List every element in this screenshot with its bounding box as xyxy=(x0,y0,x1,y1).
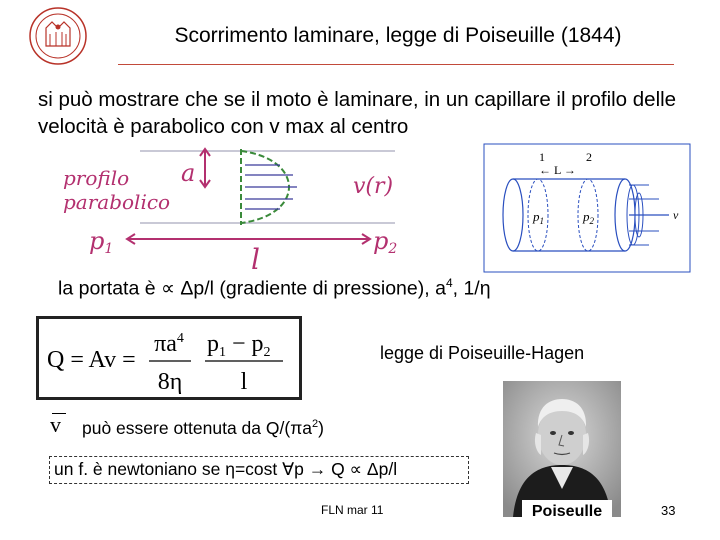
tube-pressure-p2: $p_2$ xyxy=(583,209,594,226)
formula-num1: $\pi a^4$ xyxy=(154,331,184,357)
page-number: 33 xyxy=(661,503,676,518)
title-divider xyxy=(118,64,674,65)
mean-velocity-text: può essere ottenuta da $Q/(\pi a^2)$ xyxy=(82,418,324,438)
poiseuille-portrait xyxy=(503,381,621,517)
mean-velocity-symbol: v xyxy=(50,412,61,437)
tube-point-2: 2 xyxy=(586,150,592,164)
newtonian-note: un f. è newtoniano se η=cost ∀p → Q ∝ Δp/l xyxy=(54,459,398,479)
law-name-label: legge di Poiseuille-Hagen xyxy=(380,343,585,363)
tube-length-L: ← L → xyxy=(539,163,576,177)
handwritten-p2: p2 xyxy=(373,227,398,257)
formula-den2: l xyxy=(240,369,248,395)
university-seal-logo xyxy=(22,6,102,66)
handwritten-parabolico: parabolico xyxy=(63,190,171,214)
portrait-caption: Poiseulle xyxy=(522,500,612,522)
velocity-profile-sketch xyxy=(55,145,400,275)
mean-velocity-bar xyxy=(52,413,66,414)
poiseuille-formula xyxy=(39,319,299,397)
handwritten-p1: p1 xyxy=(89,227,114,257)
poiseuille-formula-box xyxy=(36,316,302,400)
handwritten-profilo: profilo xyxy=(63,166,130,190)
capillary-tube-diagram xyxy=(483,143,691,273)
handwritten-velocity-vr: v(r) xyxy=(352,174,394,199)
formula-lhs: Q = Av = xyxy=(47,347,136,373)
tube-point-1: 1 xyxy=(539,150,545,164)
slide-footer: FLN mar 11 xyxy=(321,503,384,517)
handwritten-radius-a: a xyxy=(181,159,196,187)
slide-title: Scorrimento laminare, legge di Poiseuille (1844) xyxy=(174,24,622,47)
formula-num2: $p_1 - p_2$ xyxy=(207,331,271,360)
flow-rate-statement: la portata è ∝ Δp/l (gradiente di pressione), $a^4$, 1/η xyxy=(58,276,491,300)
tube-velocity-v: v xyxy=(673,208,679,222)
formula-den1: 8η xyxy=(157,369,183,395)
tube-pressure-p1: $p_1$ xyxy=(533,209,544,226)
intro-paragraph: si può mostrare che se il moto è laminare, in un capillare il profilo delle velocità è parabolico con v max al centro xyxy=(38,88,677,138)
handwritten-length-l: l xyxy=(251,243,260,275)
